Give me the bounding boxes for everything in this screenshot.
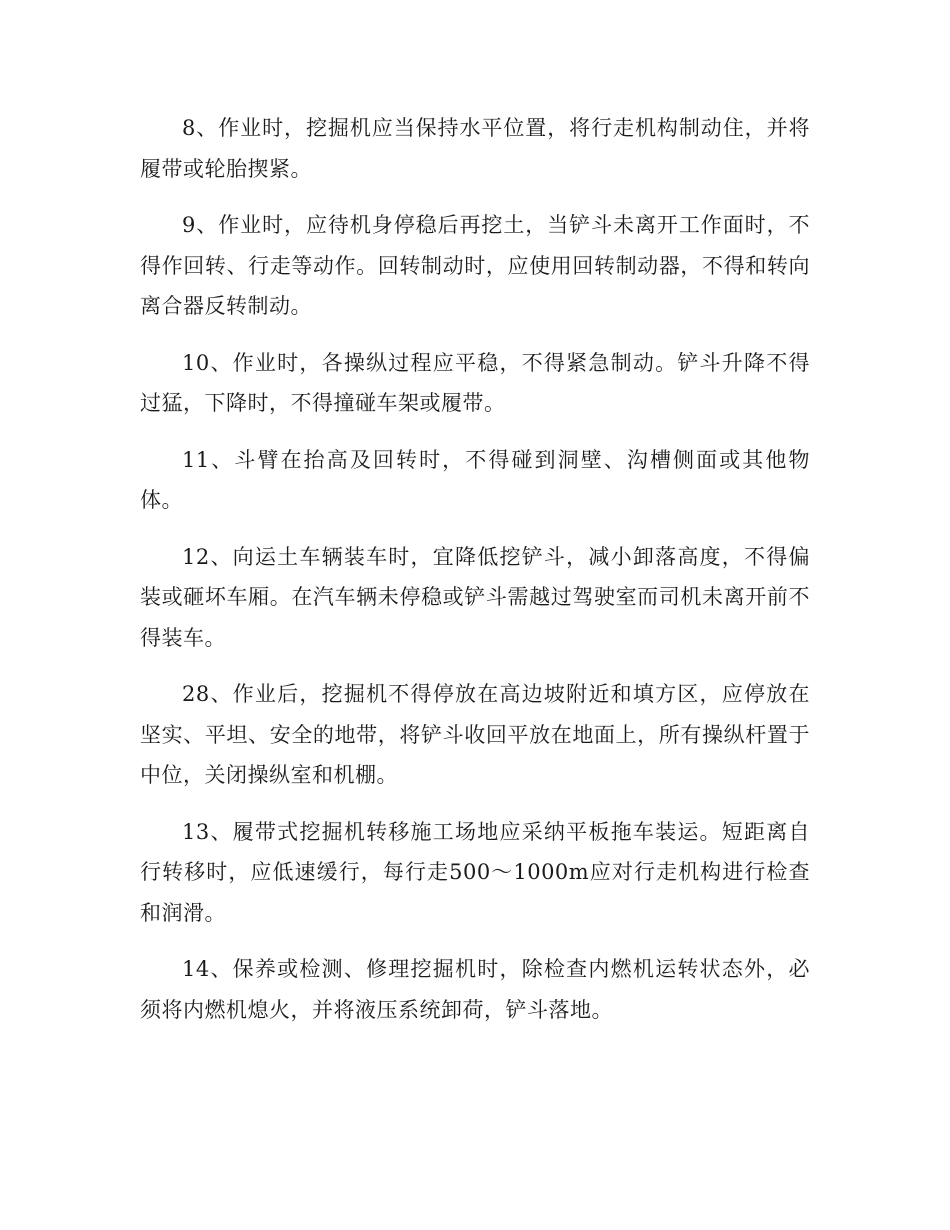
paragraph-item-12: 12、向运土车辆装车时，宜降低挖铲斗，减小卸落高度，不得偏装或砸坏车厢。在汽车辆未停稳或铲斗需越过驾驶室而司机未离开前不得装车。 bbox=[140, 544, 810, 650]
paragraph-item-13: 13、履带式挖掘机转移施工场地应采纳平板拖车装运。短距离自行转移时，应低速缓行，每行走500～1000m应对行走机构进行检查和润滑。 bbox=[140, 819, 810, 925]
paragraph-item-11: 11、斗臂在抬高及回转时，不得碰到洞壁、沟槽侧面或其他物体。 bbox=[140, 447, 810, 512]
paragraph-item-10: 10、作业时，各操纵过程应平稳，不得紧急制动。铲斗升降不得过猛，下降时，不得撞碰车架或履带。 bbox=[140, 350, 810, 415]
document-body bbox=[140, 108, 810, 1046]
paragraph-item-28: 28、作业后，挖掘机不得停放在高边坡附近和填方区，应停放在坚实、平坦、安全的地带，将铲斗收回平放在地面上，所有操纵杆置于中位，关闭操纵室和机棚。 bbox=[140, 682, 810, 787]
paragraph-item-8: 8、作业时，挖掘机应当保持水平位置，将行走机构制动住，并将履带或轮胎揳紧。 bbox=[140, 116, 810, 181]
paragraph-item-14: 14、保养或检测、修理挖掘机时，除检查内燃机运转状态外，必须将内燃机熄火，并将液压系统卸荷，铲斗落地。 bbox=[140, 957, 810, 1022]
paragraph-item-9: 9、作业时，应待机身停稳后再挖土，当铲斗未离开工作面时，不得作回转、行走等动作。回转制动时，应使用回转制动器，不得和转向离合器反转制动。 bbox=[140, 213, 810, 318]
